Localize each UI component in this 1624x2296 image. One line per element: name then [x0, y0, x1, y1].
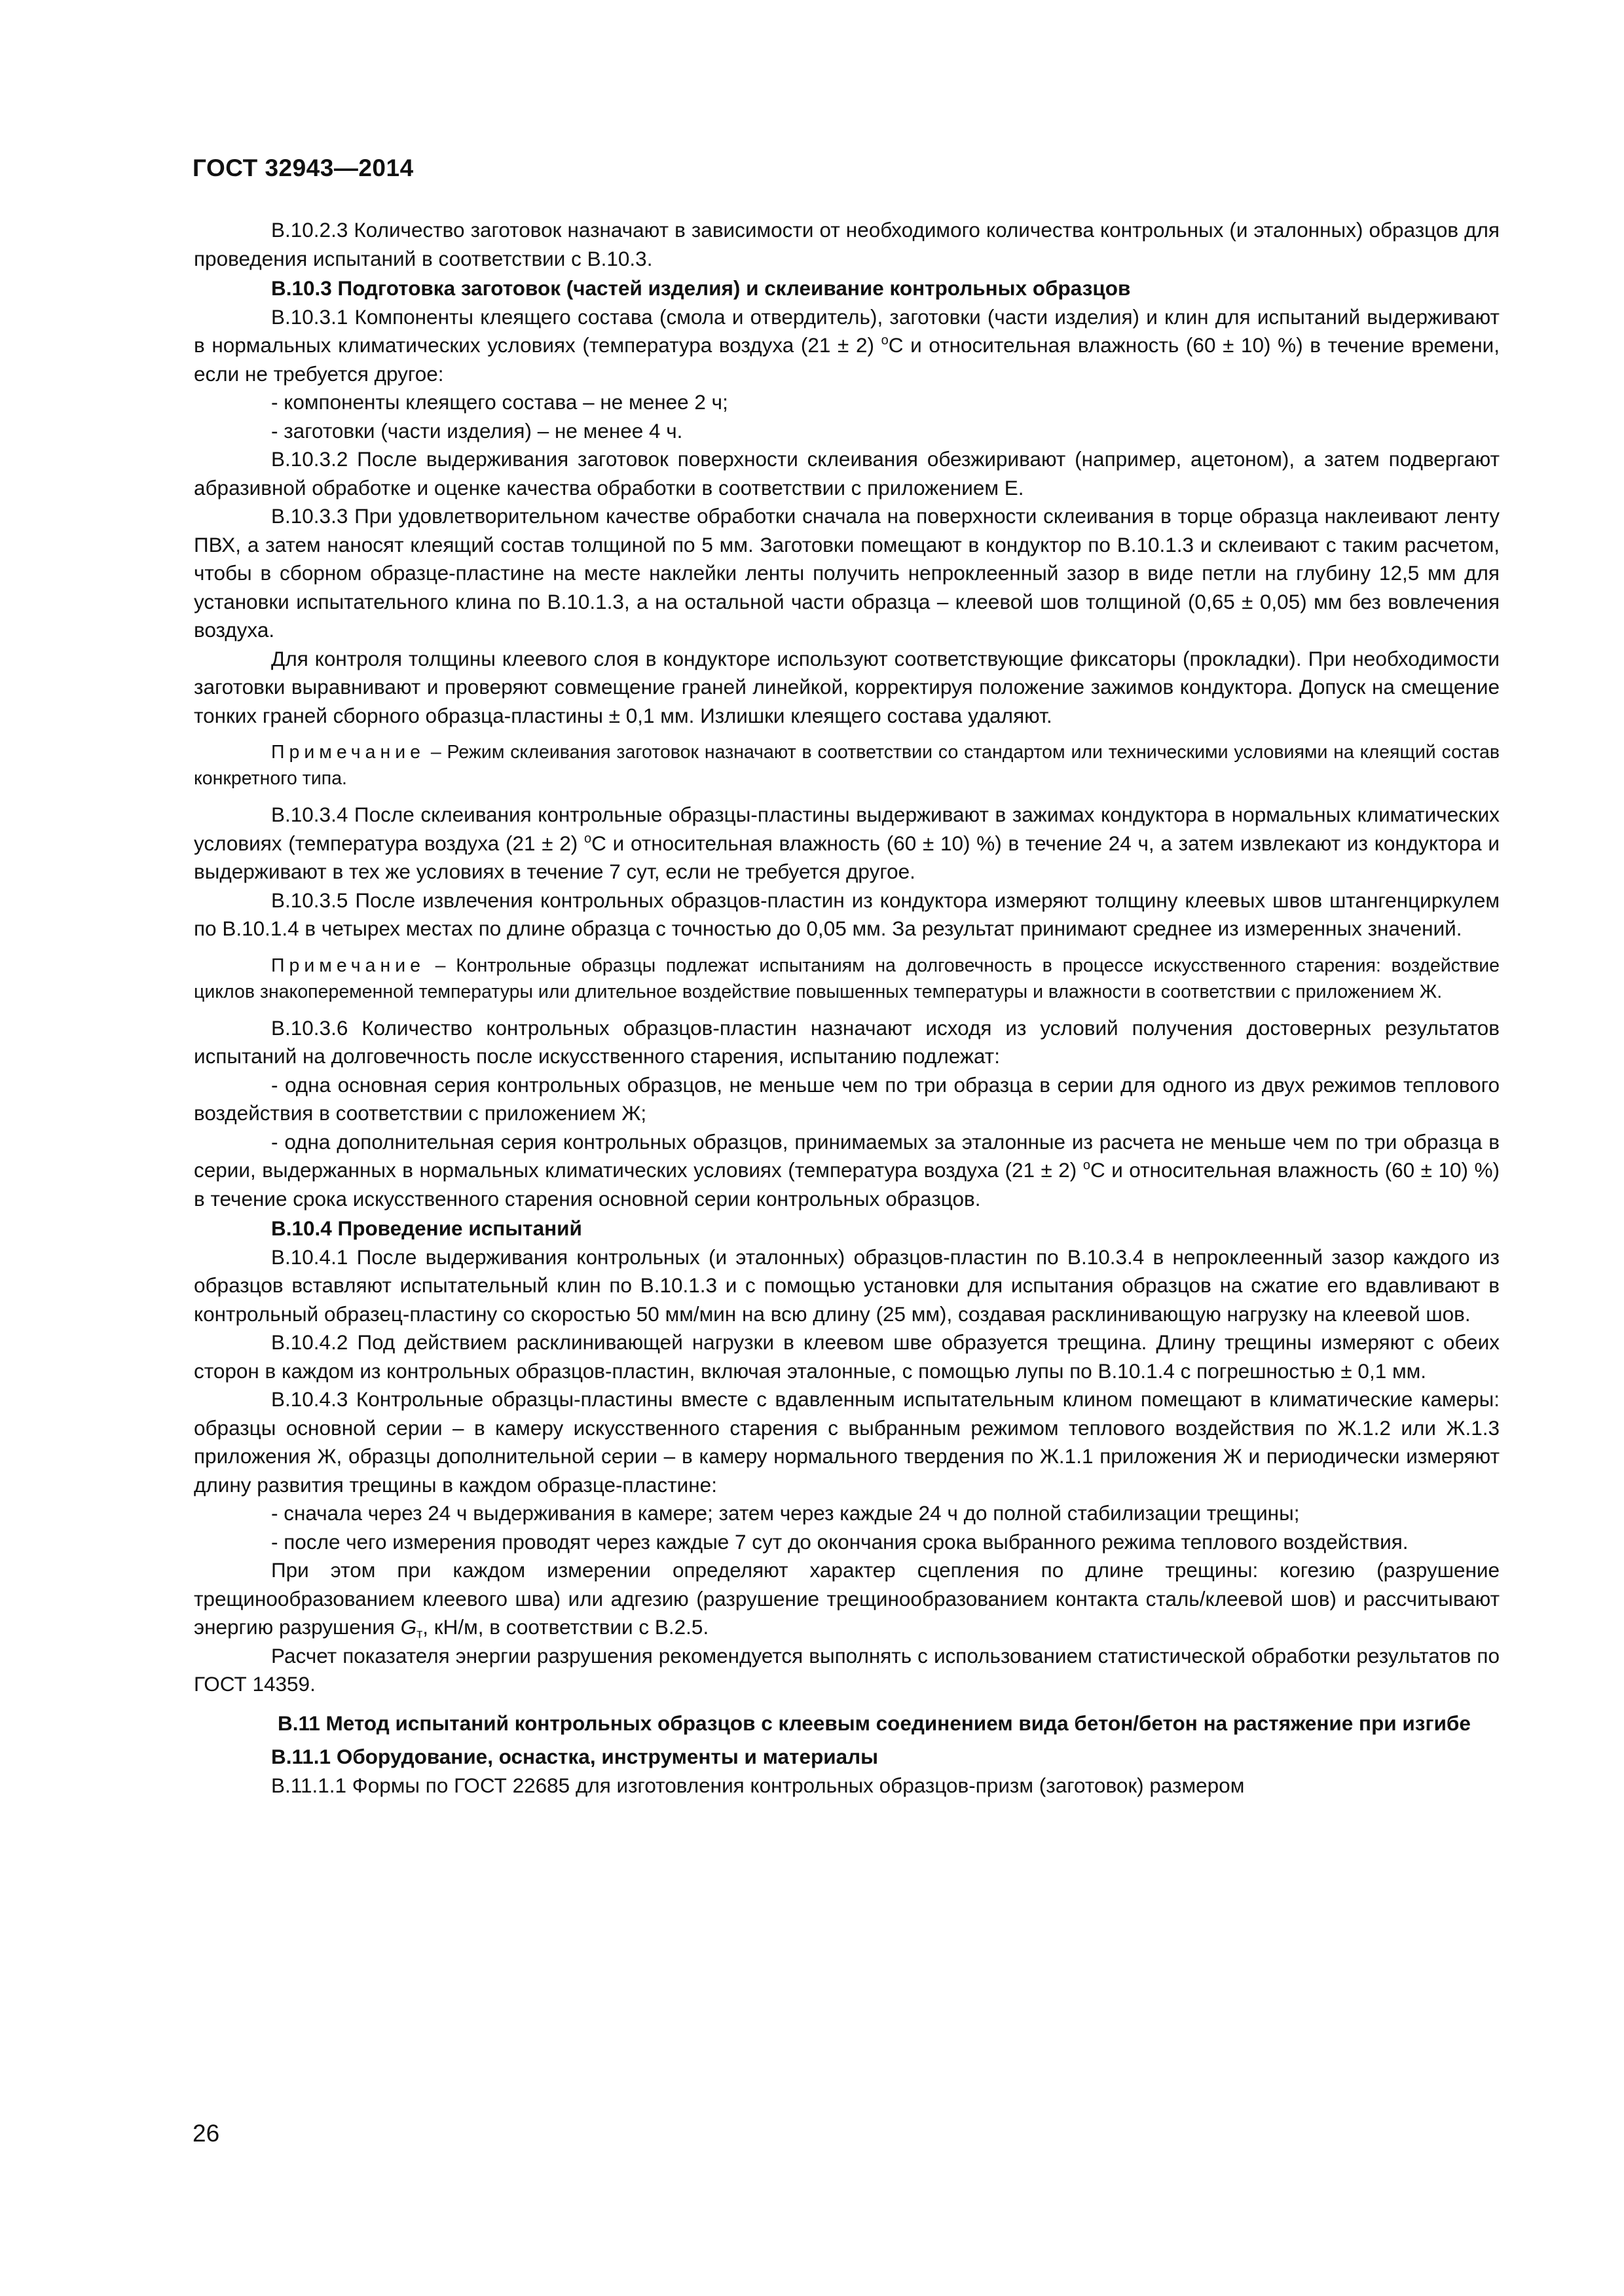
list-item: - после чего измерения проводят через каждые 7 сут до окончания срока выбранного режима теплового воздействия.	[271, 1529, 1409, 1554]
paragraph-b-10-3-3: В.10.3.3 При удовлетворительном качестве обработки сначала на поверхности склеивания в торце образца наклеивают ленту ПВХ, а затем наносят клеящий состав толщиной по 5 мм. Заготовки помещают в кондуктор по В.10.1.3 и склеивают с таким расчетом, чтобы в сборном образце-пластине на месте наклейки ленты получить непроклеенный зазор в виде петли на глубину 12,5 мм для установки испытательного клина по В.10.1.3, а на остальной части образца – клеевой шов толщиной (0,65 ± 0,05) мм без вовлечения воздуха.	[194, 504, 1500, 642]
degree-sign: о	[881, 333, 889, 348]
degree-sign: о	[584, 831, 592, 846]
note-aging	[194, 953, 1500, 1005]
section-heading-b-11: В.11 Метод испытаний контрольных образцов с клеевым соединением вида бетон/бетон на растяжение при изгибе	[278, 1711, 1471, 1735]
paragraph-text: , кН/м, в соответствии с В.2.5.	[422, 1615, 709, 1639]
variable-g: G	[400, 1615, 417, 1639]
paragraph-text: В.10.3.1 Компоненты клеящего состава (смола и отвердитель), заготовки (части изделия) и клин для испытаний выдерживают в нормальных климатических условиях (температура воздуха (21 ± 2)	[194, 304, 1500, 357]
paragraph-text: - одна дополнительная серия контрольных образцов, принимаемых за эталонные из расчета не меньше чем по три образца в серии, выдержанных в нормальных климатических условиях (температура воздуха (21 ± 2)	[194, 1129, 1500, 1182]
standard-header: ГОСТ 32943—2014	[193, 155, 414, 181]
paragraph-thickness-control: Для контроля толщины клеевого слоя в кондукторе используют соответствующие фиксаторы (прокладки). При необходимости заготовки выравнивают и проверяют совмещение граней линейкой, корректируя положение зажимов кондуктора. Допуск на смещение тонких граней сборного образца-пластины ± 0,1 мм. Излишки клеящего состава удаляют.	[194, 646, 1500, 727]
paragraph-b-10-4-3: В.10.4.3 Контрольные образцы-пластины вместе с вдавленным испытательным клином помещают в климатические камеры: образцы основной серии – в камеру искусственного старения с выбранным режимом теплового воздействия по Ж.1.2 или Ж.1.3 приложения Ж, образцы дополнительной серии – в камеру нормального твердения по Ж.1.1 приложения Ж и периодически измеряют длину развития трещины в каждом образце-пластине:	[194, 1387, 1500, 1497]
list-item: - сначала через 24 ч выдерживания в камере; затем через каждые 24 ч до полной стабилизации трещины;	[271, 1501, 1300, 1525]
paragraph-b-10-3-6: В.10.3.6 Количество контрольных образцов-пластин назначают исходя из условий получения достоверных результатов испытаний на долговечность после искусственного старения, испытанию подлежат:	[194, 1015, 1500, 1068]
section-heading-b-11-1: В.11.1 Оборудование, оснастка, инструменты и материалы	[271, 1745, 879, 1768]
paragraph-b-10-4-2: В.10.4.2 Под действием расклинивающей нагрузки в клеевом шве образуется трещина. Длину трещины измеряют с обеих сторон в каждом из контрольных образцов-пластин, включая эталонные, с помощью лупы по В.10.1.4 с погрешностью ± 0,1 мм.	[194, 1330, 1500, 1383]
paragraph-b-10-3-4	[194, 801, 1500, 886]
paragraph-text: С и относительная влажность (60 ± 10) %) в течение срока искусственного старения основной серии контрольных образцов.	[194, 1158, 1500, 1211]
paragraph-text: С и относительная влажность (60 ± 10) %) в течение времени, если не требуется другое:	[194, 333, 1500, 386]
page-number: 26	[193, 2120, 220, 2147]
paragraph-statistics: Расчет показателя энергии разрушения рекомендуется выполнять с использованием статистической обработки результатов по ГОСТ 14359.	[194, 1643, 1500, 1696]
note-text: – Контрольные образцы подлежат испытаниям на долговечность в процессе искусственного старения: воздействие циклов знакопеременной температуры или длительное воздействие повышенных температуры и влажности в соответствии с приложением Ж.	[194, 955, 1500, 1002]
paragraph-text: В.10.3.4 После склеивания контрольные образцы-пластины выдерживают в зажимах кондуктора в нормальных климатических условиях (температура воздуха (21 ± 2)	[194, 803, 1500, 855]
document-body	[194, 216, 1500, 1800]
note-gluing-mode	[194, 739, 1500, 792]
list-item	[194, 1128, 1500, 1214]
paragraph-b-11-1-1: В.11.1.1 Формы по ГОСТ 22685 для изготовления контрольных образцов-призм (заготовок) размером	[271, 1773, 1245, 1797]
note-text: – Режим склеивания заготовок назначают в соответствии со стандартом или техническими условиями на клеящий состав конкретного типа.	[194, 742, 1500, 789]
paragraph-b-10-3-5: В.10.3.5 После извлечения контрольных образцов-пластин из кондуктора измеряют толщину клеевых швов штангенциркулем по В.10.1.4 в четырех местах по длине образца с точностью до 0,05 мм. За результат принимают среднее из измеренных значений.	[194, 888, 1500, 940]
subscript-t: т	[416, 1627, 423, 1641]
section-heading-b-10-4: В.10.4 Проведение испытаний	[271, 1216, 582, 1240]
section-heading-b-10-3: В.10.3 Подготовка заготовок (частей изделия) и склеивание контрольных образцов	[271, 276, 1131, 300]
paragraph-text: С и относительная влажность (60 ± 10) %) в течение 24 ч, а затем извлекают из кондуктора и выдерживают в тех же условиях в течение 7 сут, если не требуется другое.	[194, 831, 1500, 883]
paragraph-text: При этом при каждом измерении определяют характер сцепления по длине трещины: когезию (разрушение трещинообразованием клеевого шва) или адгезию (разрушение трещинообразованием контакта сталь/клеевой шов) и рассчитывают энергию разрушения	[194, 1558, 1500, 1639]
list-item: - одна основная серия контрольных образцов, не меньше чем по три образца в серии для одного из двух режимов теплового воздействия в соответствии с приложением Ж;	[194, 1072, 1500, 1125]
paragraph-b-10-4-1: В.10.4.1 После выдерживания контрольных (и эталонных) образцов-пластин по В.10.3.4 в непроклеенный зазор каждого из образцов вставляют испытательный клин по В.10.1.3 и с помощью установки для испытания образцов на сжатие его вдавливают в контрольный образец-пластину со скоростью 50 мм/мин на всю длину (25 мм), создавая расклинивающую нагрузку на клеевой шов.	[194, 1245, 1500, 1326]
list-item: - заготовки (части изделия) – не менее 4 ч.	[271, 418, 683, 443]
paragraph-b-10-2-3: В.10.2.3 Количество заготовок назначают в зависимости от необходимого количества контрольных (и эталонных) образцов для проведения испытаний в соответствии с В.10.3.	[194, 218, 1500, 270]
list-item: - компоненты клеящего состава – не менее 2 ч;	[271, 390, 728, 414]
degree-sign: о	[1082, 1158, 1090, 1173]
paragraph-b-10-3-1	[194, 303, 1500, 389]
note-label: Примечание	[271, 955, 425, 976]
note-label: Примечание	[271, 742, 425, 763]
paragraph-fracture-energy	[194, 1556, 1500, 1642]
paragraph-b-10-3-2: В.10.3.2 После выдерживания заготовок поверхности склеивания обезжиривают (например, ацетоном), а затем подвергают абразивной обработке и оценке качества обработки в соответствии с приложением Е.	[194, 447, 1500, 500]
